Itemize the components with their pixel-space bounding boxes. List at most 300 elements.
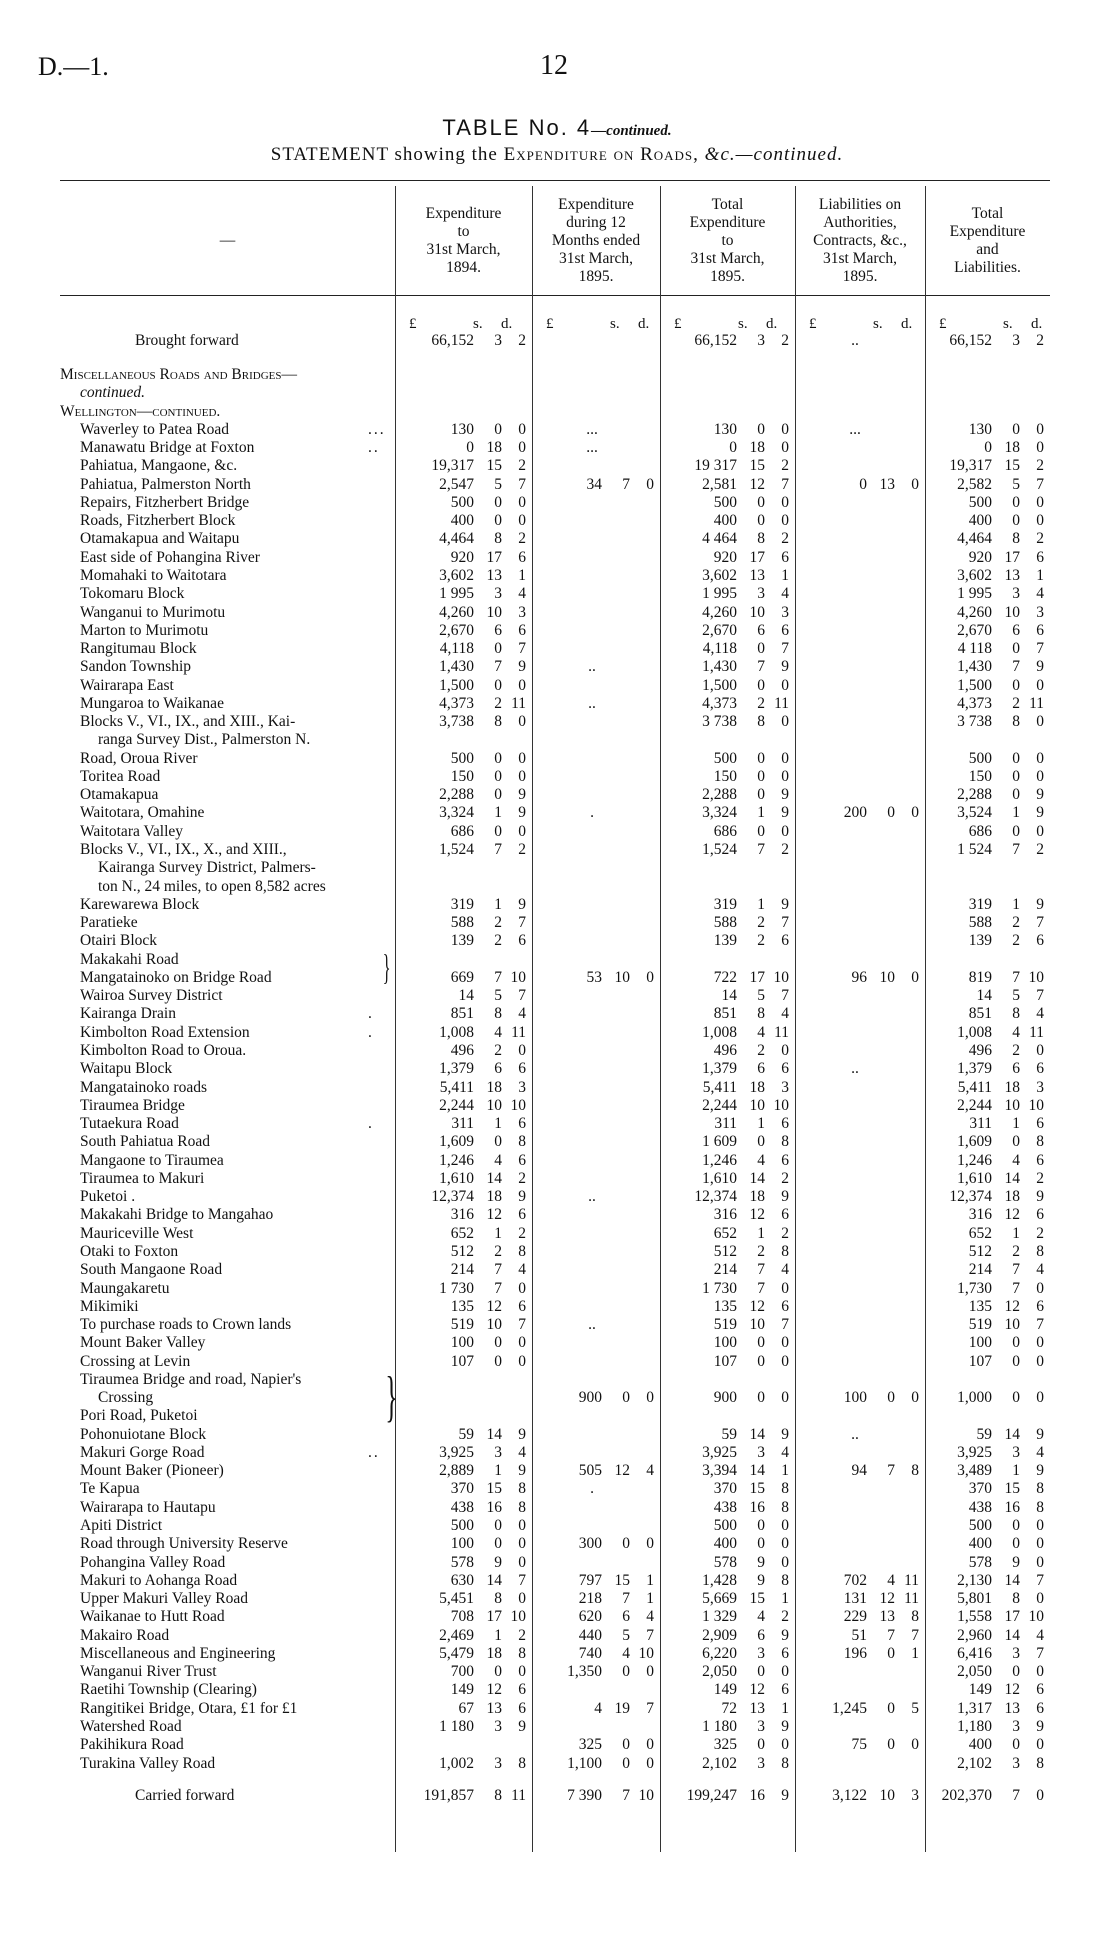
table-row (0, 640, 1114, 657)
pounds: 150 (968, 767, 992, 785)
table-row (0, 1554, 1114, 1571)
table-title-suffix: —continued. (591, 123, 672, 139)
shillings: 13 (1004, 1699, 1020, 1717)
row-label: Repairs, Fitzherbert Bridge (80, 493, 250, 511)
cell-amount (660, 1298, 789, 1315)
pounds: 100 (843, 1389, 867, 1407)
pence: 11 (1029, 1023, 1044, 1041)
shillings: 5 (1012, 475, 1020, 493)
shillings: 12 (486, 1297, 502, 1315)
pounds: 1,002 (439, 1754, 474, 1772)
table-row (0, 549, 1114, 566)
shillings: 6 (757, 1626, 765, 1644)
pence: 8 (518, 1754, 526, 1772)
cell-amount (395, 1133, 526, 1150)
cell-amount (660, 1243, 789, 1260)
row-label: continued. (80, 384, 145, 402)
cell-amount (660, 1426, 789, 1443)
cell-amount (395, 1261, 526, 1278)
pounds: 100 (450, 1334, 474, 1352)
cell-amount (395, 1024, 526, 1041)
cell-amount (395, 1097, 526, 1114)
pounds: 1,379 (702, 1060, 737, 1078)
row-label: Makakahi Road (80, 950, 179, 968)
shillings: 1 (1012, 1115, 1020, 1133)
cell-amount (925, 585, 1044, 602)
pounds: 311 (451, 1115, 474, 1133)
shillings: 0 (757, 1352, 765, 1370)
cell-amount (395, 1535, 526, 1552)
cell-amount (925, 1645, 1044, 1662)
cell-amount (395, 1517, 526, 1534)
pence: 4 (1036, 1443, 1044, 1461)
shillings: 2 (494, 914, 502, 932)
pounds: 4,118 (702, 640, 737, 658)
shillings: 4 (494, 1151, 502, 1169)
pence: 0 (646, 1389, 654, 1407)
cell-amount (395, 1170, 526, 1187)
shillings: 10 (749, 603, 765, 621)
shillings: 0 (757, 1736, 765, 1754)
shillings: 17 (1004, 548, 1020, 566)
row-label: Paratieke (80, 914, 138, 932)
shillings: 7 (757, 1261, 765, 1279)
pence: 6 (1036, 1206, 1044, 1224)
pounds: 1 329 (702, 1608, 737, 1626)
cell-amount (395, 1499, 526, 1516)
pounds: 66,152 (431, 332, 474, 349)
cell-amount (395, 804, 526, 821)
shillings: 1 (494, 1115, 502, 1133)
pounds: 4,118 (439, 640, 474, 658)
cell-amount (660, 1042, 789, 1059)
shillings: 12 (749, 475, 765, 493)
column-header-2: Expenditure during 12 Months ended 31st March, 1895. (551, 196, 641, 285)
pounds: 900 (713, 1389, 737, 1407)
pounds: 700 (450, 1663, 474, 1681)
unit-shillings: s. (610, 316, 620, 332)
pounds: 512 (968, 1242, 992, 1260)
shillings: 4 (757, 1608, 765, 1626)
pounds: 1,246 (439, 1151, 474, 1169)
pence: 6 (518, 1699, 526, 1717)
pence: 9 (781, 786, 789, 804)
pence: 0 (518, 1517, 526, 1534)
table-row (0, 1079, 1114, 1096)
pence: 9 (518, 804, 526, 822)
shillings: 7 (757, 1279, 765, 1297)
pounds: 4,464 (957, 530, 992, 548)
pence: 8 (911, 1462, 919, 1480)
shillings: 0 (757, 1535, 765, 1553)
pounds: 3,394 (702, 1462, 737, 1480)
table-row (0, 969, 1114, 986)
cell-amount (660, 1133, 789, 1150)
cell-amount (925, 823, 1044, 840)
shillings: 7 (1012, 658, 1020, 676)
cell-amount (395, 1115, 526, 1132)
pence: 0 (911, 475, 919, 493)
pence: 0 (1036, 713, 1044, 731)
cell-amount (660, 677, 789, 694)
pounds: 1,524 (702, 841, 737, 859)
cell-amount (795, 1590, 919, 1607)
cell-amount (925, 1462, 1044, 1479)
pounds: 438 (968, 1498, 992, 1516)
pounds: 53 (586, 968, 602, 986)
cell-amount (395, 1334, 526, 1351)
row-label: Pakihikura Road (80, 1736, 184, 1754)
pounds: 2,909 (702, 1626, 737, 1644)
pence: 9 (1036, 1425, 1044, 1443)
cell-amount (925, 1298, 1044, 1315)
shillings: 3 (1012, 585, 1020, 603)
cell-amount (925, 494, 1044, 511)
table-row (0, 1755, 1114, 1772)
pence: 7 (518, 914, 526, 932)
cell-amount (660, 622, 789, 639)
cell-amount (395, 640, 526, 657)
cell-amount (925, 1389, 1044, 1406)
pence: 0 (1036, 1517, 1044, 1534)
shillings: 3 (757, 332, 765, 349)
shillings: 2 (494, 932, 502, 950)
shillings: 0 (622, 1736, 630, 1754)
pence: 9 (781, 1425, 789, 1443)
pence: 0 (518, 713, 526, 731)
pounds: 66,152 (694, 332, 737, 349)
pence: 7 (518, 640, 526, 658)
row-label: Waitotara Valley (80, 822, 184, 840)
pounds: 1,008 (702, 1023, 737, 1041)
pence: 0 (781, 1663, 789, 1681)
pounds: 2,670 (702, 621, 737, 639)
shillings: 12 (749, 1681, 765, 1699)
pence: 2 (781, 530, 789, 548)
shillings: 12 (1004, 1297, 1020, 1315)
pence: 4 (781, 1443, 789, 1461)
cell-amount (395, 439, 526, 456)
cell-amount (660, 1787, 789, 1804)
pounds: 2,130 (957, 1571, 992, 1589)
table-row (0, 1280, 1114, 1297)
pence: 0 (646, 1754, 654, 1772)
row-label: Blocks V., VI., IX., and XIII., Kai- (80, 713, 296, 731)
pence: 10 (773, 968, 789, 986)
shillings: 4 (622, 1644, 630, 1662)
pounds: 4,464 (439, 530, 474, 548)
shillings: 2 (757, 1041, 765, 1059)
pence: 8 (1036, 1498, 1044, 1516)
pence: 0 (1036, 676, 1044, 694)
cell-amount (795, 1787, 919, 1804)
pence: 11 (904, 1571, 919, 1589)
cell-amount (395, 914, 526, 931)
pounds: 496 (450, 1041, 474, 1059)
pence: 1 (781, 1462, 789, 1480)
shillings: 2 (1012, 932, 1020, 950)
shillings: 1 (494, 804, 502, 822)
pence: 0 (1036, 1786, 1044, 1804)
pence: 0 (911, 804, 919, 822)
cell-amount (925, 1261, 1044, 1278)
pence: 2 (518, 332, 526, 349)
table-row (0, 1627, 1114, 1644)
pence: 0 (1036, 767, 1044, 785)
pounds: 4,373 (957, 694, 992, 712)
row-label: Mauriceville West (80, 1224, 194, 1242)
shillings: 0 (1012, 1352, 1020, 1370)
pence: 2 (781, 1608, 789, 1626)
pounds: 1,524 (439, 841, 474, 859)
pounds: 300 (578, 1535, 602, 1553)
cell-amount (660, 1188, 789, 1205)
shillings: 3 (757, 1717, 765, 1735)
shillings: 12 (1004, 1681, 1020, 1699)
pence: 6 (781, 1115, 789, 1133)
shillings: 18 (486, 1644, 502, 1662)
pence: 11 (904, 1590, 919, 1608)
cell-amount (660, 1499, 789, 1516)
pounds: 4,260 (957, 603, 992, 621)
pounds: 500 (713, 1517, 737, 1534)
pence: 0 (781, 420, 789, 438)
pence: 2 (518, 1626, 526, 1644)
table-row (0, 622, 1114, 639)
shillings: 19 (614, 1699, 630, 1717)
table-row (0, 1371, 1114, 1388)
pence: 0 (1036, 749, 1044, 767)
cell-amount (925, 1115, 1044, 1132)
pounds: 1 524 (957, 841, 992, 859)
pence: 8 (781, 1480, 789, 1498)
document-code: D.—1. (38, 52, 109, 81)
pounds: 319 (968, 895, 992, 913)
shillings: 14 (1004, 1425, 1020, 1443)
table-row (0, 567, 1114, 584)
pence: 8 (1036, 1480, 1044, 1498)
unit-pence: d. (901, 316, 913, 332)
pounds: 1,000 (957, 1389, 992, 1407)
cell-amount (925, 421, 1044, 438)
row-label: ton N., 24 miles, to open 8,582 acres (98, 877, 326, 895)
pounds: 702 (843, 1571, 867, 1589)
cell-amount (925, 658, 1044, 675)
pence: 9 (1036, 1462, 1044, 1480)
cell-amount (395, 1005, 526, 1022)
pence: 7 (646, 1626, 654, 1644)
pence: 6 (518, 1681, 526, 1699)
pounds: 311 (714, 1115, 737, 1133)
pounds: 1,246 (702, 1151, 737, 1169)
pounds: 12,374 (694, 1188, 737, 1206)
shillings: 0 (1012, 512, 1020, 530)
shillings: 0 (1012, 676, 1020, 694)
leader-dots: .. (368, 439, 380, 457)
row-label: Waverley to Patea Road (80, 420, 229, 438)
cell-amount (660, 914, 789, 931)
cell-blank-marker: .. (851, 1425, 859, 1443)
shillings: 9 (494, 1553, 502, 1571)
pence: 2 (1036, 332, 1044, 349)
shillings: 1 (757, 804, 765, 822)
table-row (0, 750, 1114, 767)
pence: 6 (781, 932, 789, 950)
pounds: 2,050 (702, 1663, 737, 1681)
pounds: 519 (713, 1316, 737, 1334)
shillings: 0 (757, 822, 765, 840)
pounds: 4 464 (702, 530, 737, 548)
pounds: 200 (843, 804, 867, 822)
pence: 0 (1036, 439, 1044, 457)
table-row (0, 841, 1114, 858)
row-label: Wanganui River Trust (80, 1663, 217, 1681)
pounds: 14 (458, 987, 474, 1005)
pounds: 130 (450, 420, 474, 438)
table-row (0, 731, 1114, 748)
shillings: 10 (1004, 1316, 1020, 1334)
pence: 6 (1036, 1681, 1044, 1699)
pence: 6 (1036, 1699, 1044, 1717)
pounds: 500 (968, 1517, 992, 1534)
pence: 9 (781, 1786, 789, 1804)
pounds: 107 (968, 1352, 992, 1370)
table-row (0, 1243, 1114, 1260)
pence: 0 (518, 493, 526, 511)
pence: 2 (1036, 1169, 1044, 1187)
pence: 1 (646, 1571, 654, 1589)
shillings: 0 (494, 1535, 502, 1553)
table-row (0, 421, 1114, 438)
shillings: 12 (749, 1297, 765, 1315)
pounds: 400 (713, 1535, 737, 1553)
cell-amount (925, 786, 1044, 803)
shillings: 13 (486, 566, 502, 584)
pounds: 316 (450, 1206, 474, 1224)
shillings: 12 (749, 1206, 765, 1224)
pounds: 59 (458, 1425, 474, 1443)
pence: 9 (1036, 658, 1044, 676)
pence: 6 (518, 932, 526, 950)
shillings: 0 (494, 786, 502, 804)
table-subtitle (0, 144, 1114, 166)
pounds: 3 738 (702, 713, 737, 731)
shillings: 0 (494, 822, 502, 840)
pence: 9 (518, 1462, 526, 1480)
pounds: 1 995 (957, 585, 992, 603)
pounds: 1 180 (702, 1717, 737, 1735)
cell-amount (925, 1681, 1044, 1698)
pence: 10 (1028, 1096, 1044, 1114)
shillings: 18 (486, 439, 502, 457)
cell-amount (925, 549, 1044, 566)
pence: 4 (518, 1261, 526, 1279)
pounds: 1,500 (702, 676, 737, 694)
cell-amount (660, 1755, 789, 1772)
row-label: Miscellaneous Roads and Bridges— (60, 366, 297, 383)
shillings: 8 (1012, 530, 1020, 548)
shillings: 1 (757, 1115, 765, 1133)
row-label: Wanganui to Murimotu (80, 603, 226, 621)
row-label: Marton to Murimotu (80, 621, 209, 639)
shillings: 7 (494, 841, 502, 859)
pence: 0 (1036, 1590, 1044, 1608)
cell-amount (395, 1079, 526, 1096)
shillings: 0 (1012, 1334, 1020, 1352)
pounds: 107 (713, 1352, 737, 1370)
cell-amount (925, 932, 1044, 949)
pence: 0 (781, 512, 789, 530)
shillings: 10 (614, 968, 630, 986)
pounds: 316 (713, 1206, 737, 1224)
cell-amount (660, 1700, 789, 1717)
shillings: 4 (494, 1023, 502, 1041)
cell-blank-marker: ... (586, 420, 598, 438)
pence: 0 (646, 475, 654, 493)
table-row (0, 403, 1114, 420)
shillings: 12 (1004, 1206, 1020, 1224)
pounds: 135 (968, 1297, 992, 1315)
cell-amount (925, 1426, 1044, 1443)
pence: 1 (781, 1699, 789, 1717)
row-label: Kairanga Drain (80, 1005, 176, 1023)
shillings: 18 (749, 439, 765, 457)
cell-amount (925, 677, 1044, 694)
cell-amount (395, 1280, 526, 1297)
pence: 1 (518, 566, 526, 584)
shillings: 0 (1012, 767, 1020, 785)
pence: 2 (1036, 457, 1044, 475)
row-label: Sandon Township (80, 658, 192, 676)
shillings: 7 (1012, 1786, 1020, 1804)
pence: 0 (518, 420, 526, 438)
pounds: 1,430 (702, 658, 737, 676)
pence: 4 (1036, 1626, 1044, 1644)
cell-blank-marker: ... (849, 420, 861, 438)
shillings: 8 (757, 530, 765, 548)
column-header-1: Expenditure to 31st March, 1894. (425, 205, 502, 276)
pence: 7 (781, 475, 789, 493)
shillings: 5 (622, 1626, 630, 1644)
row-label: Mikimiki (80, 1297, 139, 1315)
pounds: 722 (713, 968, 737, 986)
shillings: 10 (486, 603, 502, 621)
cell-amount (395, 1225, 526, 1242)
cell-amount (925, 1444, 1044, 1461)
table-row (0, 1426, 1114, 1443)
shillings: 15 (1004, 1480, 1020, 1498)
cell-amount (532, 1535, 654, 1552)
shillings: 0 (494, 1663, 502, 1681)
cell-amount (660, 1736, 789, 1753)
pounds: 0 (984, 439, 992, 457)
pounds: 1 730 (439, 1279, 474, 1297)
pounds: 440 (578, 1626, 602, 1644)
cell-amount (925, 1755, 1044, 1772)
pence: 0 (781, 439, 789, 457)
shillings: 6 (757, 1060, 765, 1078)
column-header-3: Total Expenditure to 31st March, 1895. (689, 196, 766, 285)
pence: 0 (1036, 1352, 1044, 1370)
pounds: 505 (578, 1462, 602, 1480)
pence: 6 (518, 1151, 526, 1169)
table-row (0, 1298, 1114, 1315)
cell-amount (660, 1480, 789, 1497)
shillings: 3 (494, 1443, 502, 1461)
pence: 1 (781, 1590, 789, 1608)
pounds: 4,260 (439, 603, 474, 621)
cell-amount (660, 1060, 789, 1077)
